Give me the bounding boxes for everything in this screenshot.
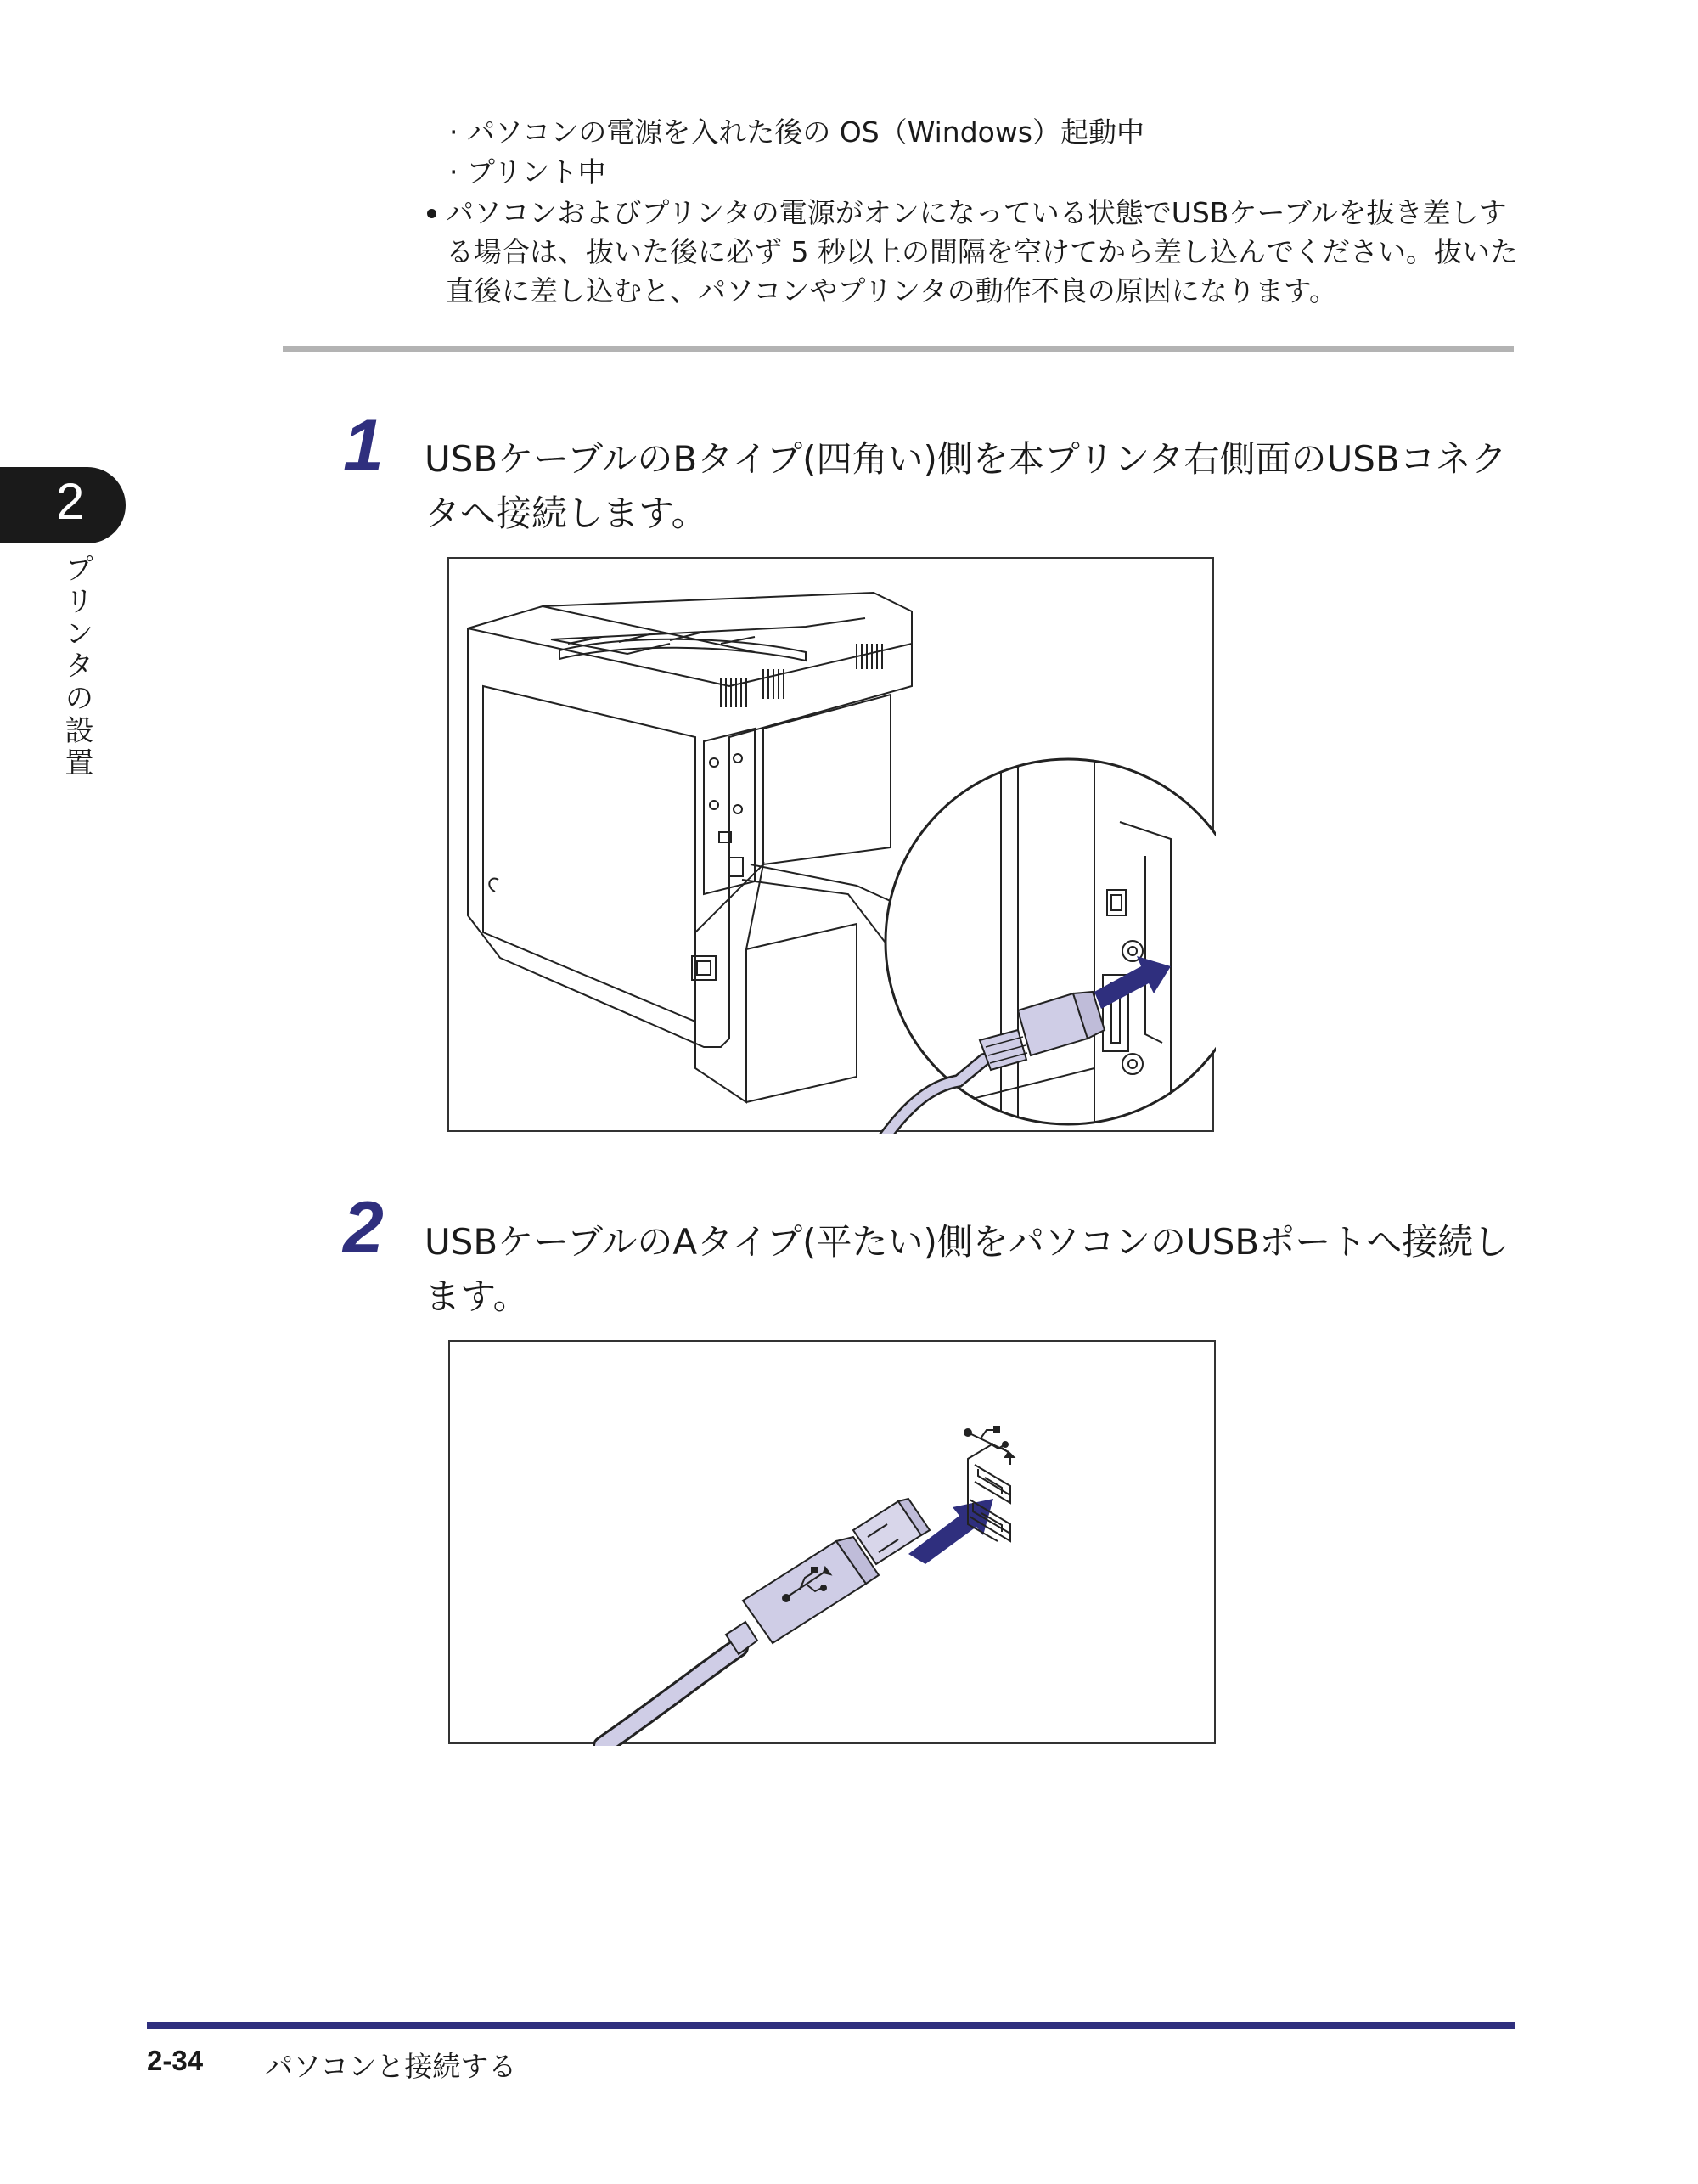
chapter-number: 2 — [56, 473, 85, 530]
footer-section-title: パソコンと接続する — [265, 2050, 517, 2083]
caution-notes — [446, 112, 1524, 311]
pc-usb-illustration — [450, 1342, 1217, 1746]
printer-usb-figure — [447, 557, 1214, 1132]
printer-usb-illustration — [449, 559, 1216, 1134]
note-bullet-item — [446, 194, 1524, 311]
note-sub-item: · パソコンの電源を入れた後の OS（Windows）起動中 — [449, 115, 1145, 149]
note-bullet-text: パソコンおよびプリンタの電源がオンになっている状態でUSBケーブルを抜き差しする場合は、抜いた後に必ず 5 秒以上の間隔を空けてから差し込んでください。抜いた直後に差し込むと、パソコンやプリンタの動作不良の原因になります。 — [446, 196, 1518, 307]
step-1-number: 1 — [343, 405, 384, 487]
step-1-text: USBケーブルのBタイプ(四角い)側を本プリンタ右側面のUSBコネクタへ接続します。 — [424, 438, 1507, 534]
bullet-icon — [427, 209, 436, 218]
note-sub-item: · プリント中 — [449, 155, 606, 189]
pc-usb-figure — [448, 1340, 1216, 1744]
page-number: 2-34 — [147, 2045, 204, 2076]
footer-rule — [147, 2022, 1515, 2029]
separator-rule — [283, 346, 1514, 352]
step-2-number: 2 — [343, 1187, 384, 1269]
step-2-text: USBケーブルのAタイプ(平たい)側をパソコンのUSBポートへ接続します。 — [424, 1221, 1510, 1317]
chapter-title: プリンタの設置 — [59, 554, 93, 780]
